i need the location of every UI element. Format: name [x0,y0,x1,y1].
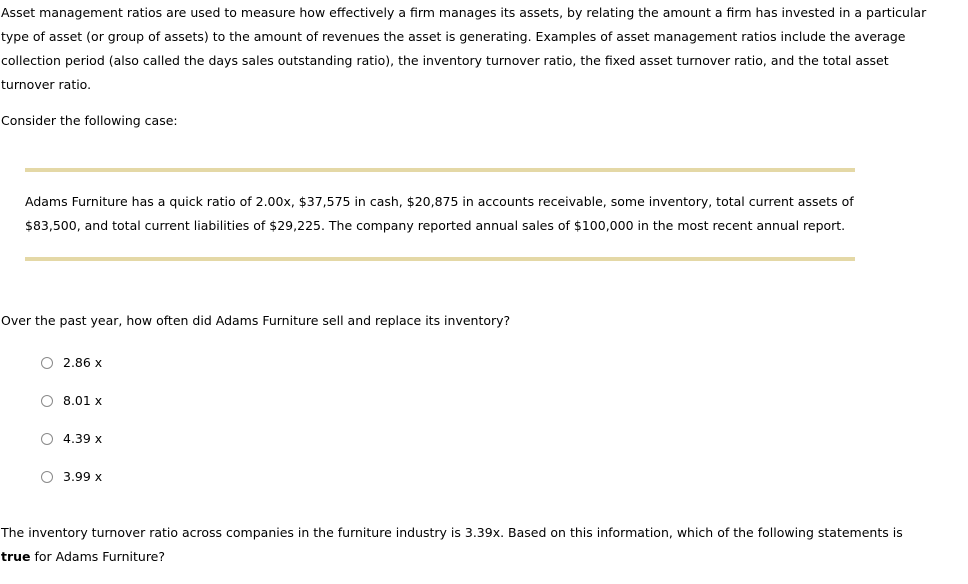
radio-button[interactable] [41,395,53,407]
followup-bold-word: true [1,549,31,564]
case-bottom-divider [25,257,855,261]
consider-label: Consider the following case: [1,113,178,128]
case-top-divider [25,168,855,172]
intro-paragraph: Asset management ratios are used to measure how effectively a firm manages its assets, by relating the amount a firm has invested in a particular type of asset (or group of assets) to the amount of revenues the asset is generating. Examples of asset management ratios include the average collection period (also called the days sales outstanding ratio), the inventory turnover ratio, the fixed asset turnover ratio, and the total asset turnover ratio. [1,5,927,92]
answer-option[interactable] [41,390,102,412]
question-text: Over the past year, how often did Adams Furniture sell and replace its inventory? [1,313,511,328]
answer-option[interactable] [41,428,102,450]
answer-options [41,352,102,504]
answer-option-label: 4.39 x [63,431,103,446]
answer-option[interactable] [41,466,102,488]
radio-button[interactable] [41,471,53,483]
case-text: Adams Furniture has a quick ratio of 2.00x, $37,575 in cash, $20,875 in accounts receivable, some inventory, total current assets of $83,500, and total current liabilities of $29,225. The company reported annual sales of $100,000 in the most recent annual report. [25,194,854,233]
radio-button[interactable] [41,357,53,369]
radio-button[interactable] [41,433,53,445]
answer-option-label: 8.01 x [63,393,103,408]
followup-question [1,521,931,569]
followup-text: The inventory turnover ratio across companies in the furniture industry is 3.39x. Based on this information, which of the following statements is [1,525,903,540]
answer-option[interactable] [41,352,102,374]
answer-option-label: 3.99 x [63,469,103,484]
followup-text-end: for Adams Furniture? [30,549,166,564]
answer-option-label: 2.86 x [63,355,103,370]
